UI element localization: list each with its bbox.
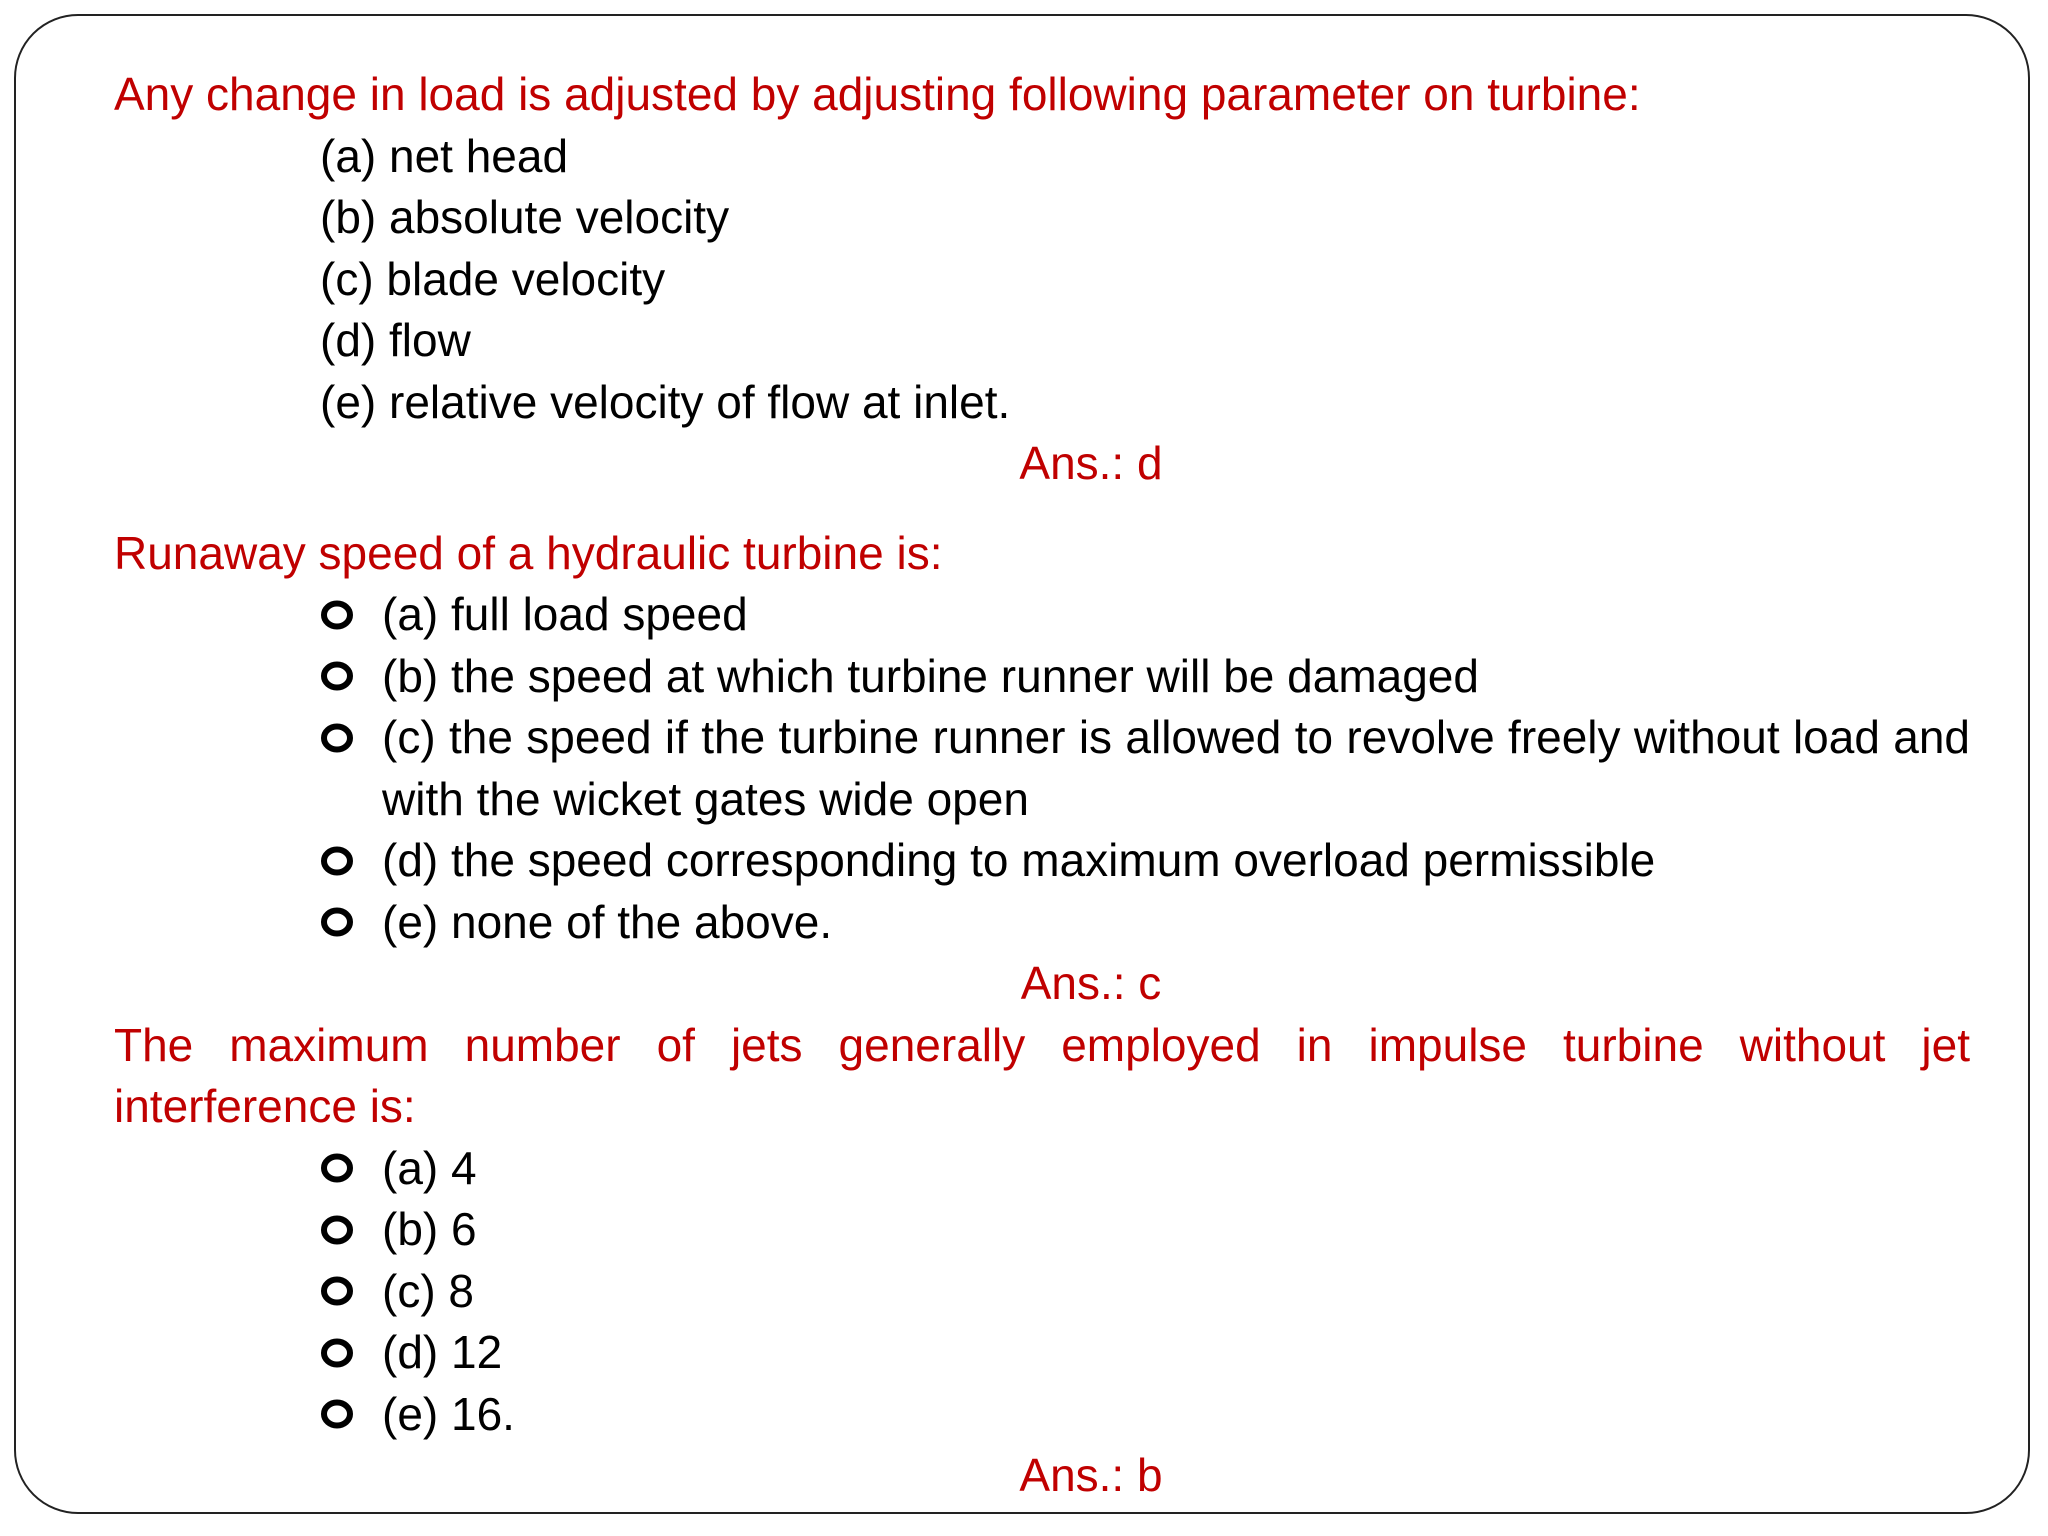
option-2b — [320, 646, 1970, 708]
option-text: (b) absolute velocity — [320, 191, 730, 243]
slide-content — [114, 64, 1970, 1507]
option-text: (c) 8 — [382, 1264, 474, 1317]
option-3d — [320, 1322, 1970, 1384]
hollow-circle-bullet-icon — [320, 646, 382, 708]
hollow-circle-bullet-icon — [320, 1138, 382, 1200]
option-1e — [320, 372, 1970, 434]
option-2d — [320, 830, 1970, 892]
option-text: (a) 4 — [382, 1141, 477, 1194]
question-2-options — [320, 584, 1970, 953]
hollow-circle-bullet-icon — [320, 1199, 382, 1261]
option-text: (b) 6 — [382, 1203, 477, 1255]
question-3-options — [320, 1138, 1970, 1446]
option-text: (c) blade velocity — [320, 252, 666, 305]
option-text: (e) relative velocity of flow at inlet. — [320, 375, 1011, 428]
option-text: (c) the speed if the turbine runner is allowed to revolve freely without load and with the wicket gates wide open — [382, 711, 1970, 825]
option-3c — [320, 1261, 1970, 1323]
option-1c — [320, 249, 1970, 311]
question-1-options — [320, 126, 1970, 434]
option-text: (a) full load speed — [382, 588, 748, 640]
option-1d — [320, 310, 1970, 372]
hollow-circle-bullet-icon — [320, 1322, 382, 1384]
slide-frame — [14, 14, 2030, 1514]
option-text: (b) the speed at which turbine runner will be damaged — [382, 649, 1479, 702]
question-3-text: The maximum number of jets generally employed in impulse turbine without jet interference is: — [114, 1018, 1970, 1132]
answer-2: Ans.: c — [1020, 957, 1162, 1009]
option-1a — [320, 126, 1970, 188]
option-text: (e) none of the above. — [382, 895, 833, 948]
option-text: (d) the speed corresponding to maximum overload permissible — [382, 834, 1656, 886]
option-3e — [320, 1384, 1970, 1446]
answer-1: Ans.: d — [1019, 437, 1163, 489]
hollow-circle-bullet-icon — [320, 1384, 382, 1446]
question-block-3 — [114, 1015, 1970, 1507]
hollow-circle-bullet-icon — [320, 892, 382, 954]
option-2c — [320, 707, 1970, 830]
question-block-2 — [114, 523, 1970, 1015]
option-1b — [320, 187, 1970, 249]
option-3b — [320, 1199, 1970, 1261]
option-text: (d) flow — [320, 314, 471, 366]
option-2a — [320, 584, 1970, 646]
option-text: (a) net head — [320, 129, 569, 182]
option-3a — [320, 1138, 1970, 1200]
question-block-1 — [114, 64, 1970, 495]
answer-3: Ans.: b — [1019, 1449, 1163, 1501]
spacer — [114, 495, 1970, 523]
question-1-text: Any change in load is adjusted by adjusting following parameter on turbine: — [114, 68, 1641, 120]
option-text: (e) 16. — [382, 1387, 515, 1440]
hollow-circle-bullet-icon — [320, 1261, 382, 1323]
hollow-circle-bullet-icon — [320, 584, 382, 646]
option-2e — [320, 892, 1970, 954]
option-text: (d) 12 — [382, 1326, 503, 1378]
question-2-text: Runaway speed of a hydraulic turbine is: — [114, 526, 943, 579]
hollow-circle-bullet-icon — [320, 830, 382, 892]
hollow-circle-bullet-icon — [320, 707, 382, 769]
